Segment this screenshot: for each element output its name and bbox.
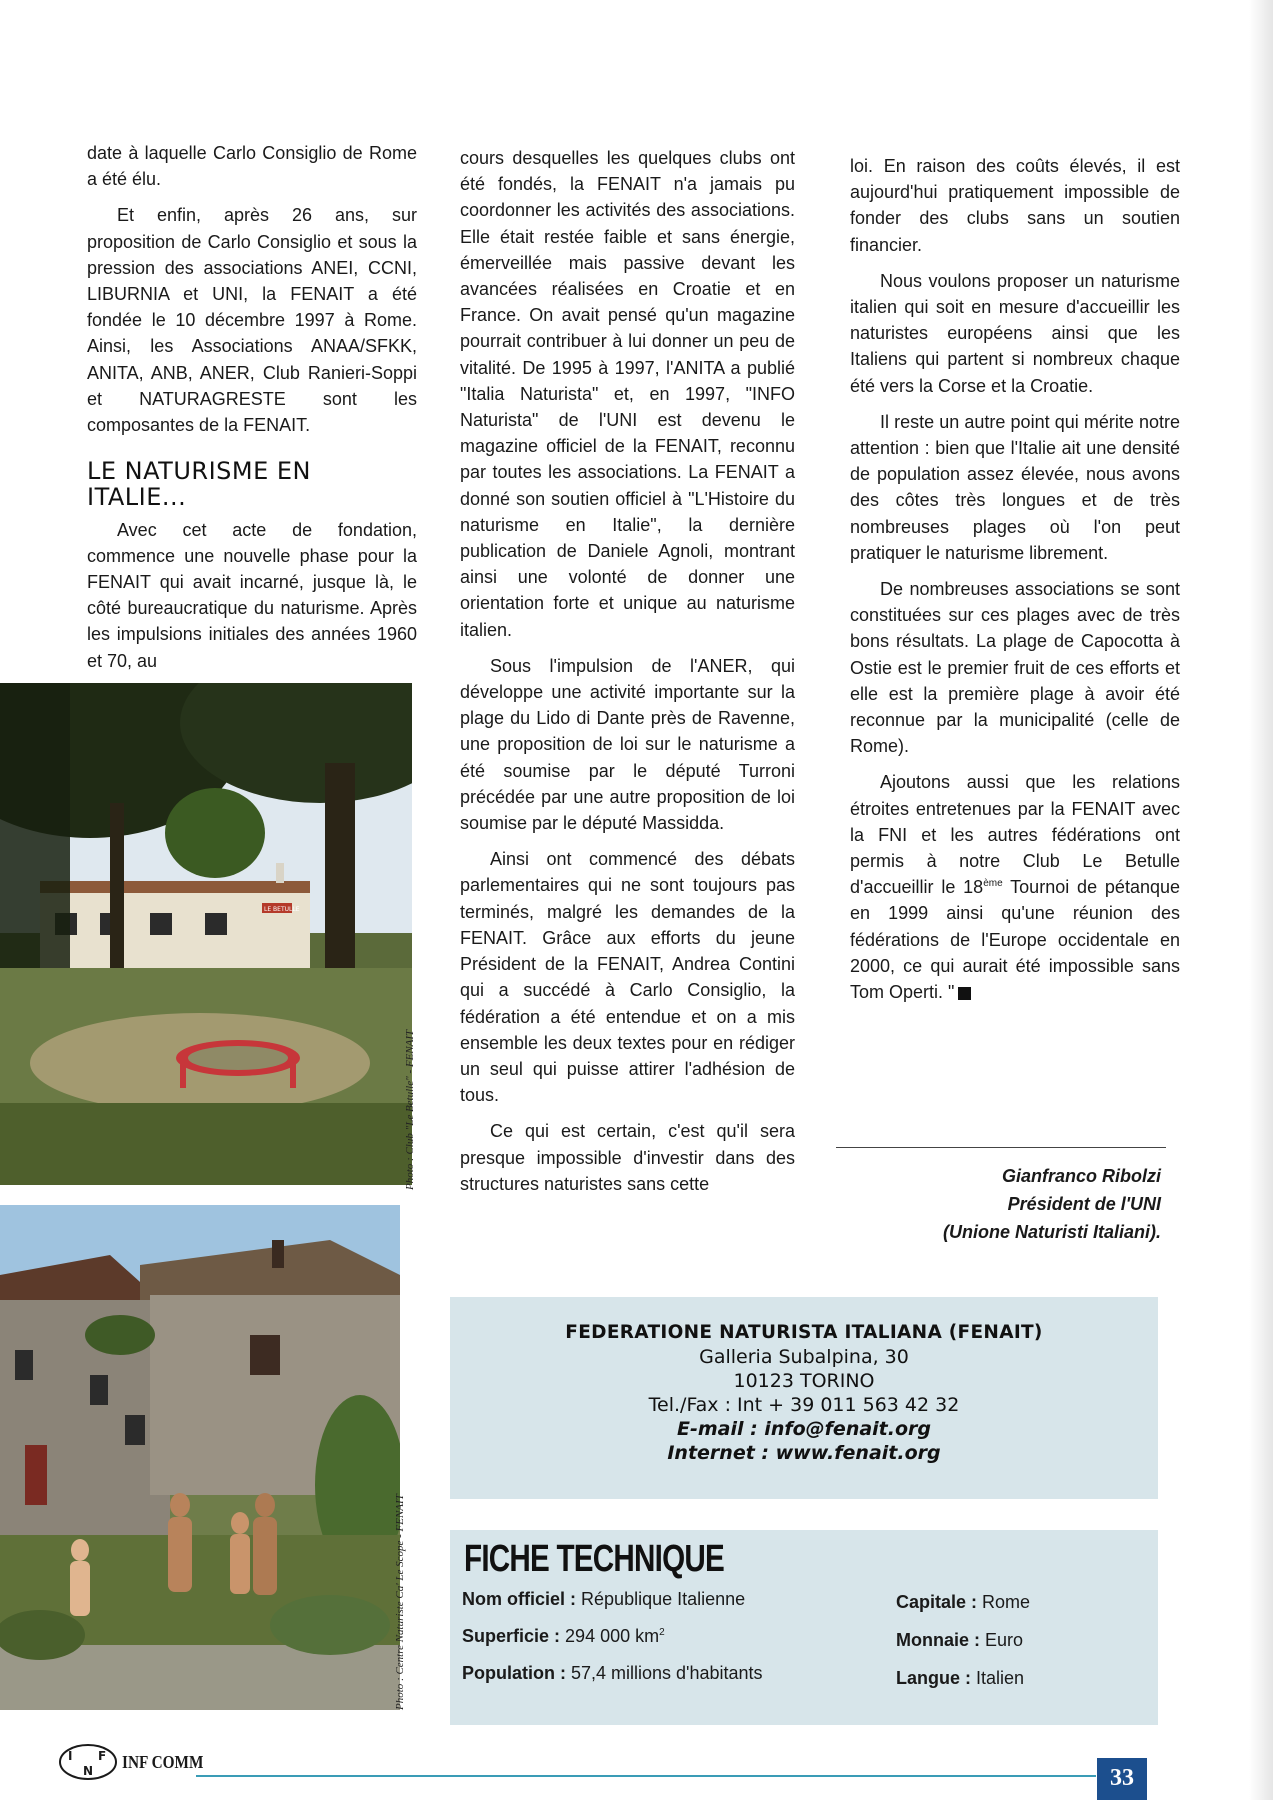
logo-letter: F — [98, 1749, 107, 1763]
club-sign: LE BETULLE — [264, 906, 300, 913]
article-column-3 — [850, 153, 1180, 1015]
paragraph: Il reste un autre point qui mérite notre attention : bien que l'Italie ait une densité de population assez élevée, nous avons des côtes très longues et de très nombreuses plages où l'on peut pratiquer le naturisme librement. — [850, 411, 1180, 563]
paragraph: Avec cet acte de fondation, commence une nouvelle phase pour la FENAIT qui avait incarné, jusque là, le côté bureaucratique du naturisme. Après les impulsions initiales des années 1960 et 70, au — [87, 519, 417, 671]
contact-website[interactable]: Internet : www.fenait.org — [667, 1442, 941, 1464]
page-number: 33 — [1097, 1758, 1147, 1800]
logo-letter: I — [68, 1749, 73, 1763]
paragraph: Ce qui est certain, c'est qu'il sera presque impossible d'investir dans des structures naturistes sans cette — [460, 1121, 795, 1194]
fiche-value: République Italienne — [581, 1589, 746, 1609]
paragraph: Nous voulons proposer un naturisme italien qui soit en mesure d'accueillir les naturistes européens ainsi que les Italiens qui partent si nombreux chaque été vers la Corse et la Croatie. — [850, 270, 1180, 396]
paragraph: De nombreuses associations se sont constituées sur ces plages avec de très bons résultats. La plage de Capocotta à Ostie est le premier fruit de ces efforts et elle est la première plage à avoir été reconnue par la municipalité (celle de Rome). — [850, 579, 1180, 757]
fiche-population — [462, 1661, 763, 1685]
section-heading: LE NATURISME EN ITALIE... — [87, 457, 312, 512]
fiche-language — [896, 1666, 1024, 1690]
end-of-article-mark — [958, 987, 971, 1000]
paragraph: Ainsi ont commencé des débats parlementaires qui ne sont toujours pas terminés, malgré les demandes de la FENAIT. Grâce aux efforts du jeune Président de la FENAIT, Andrea Contini qui a succédé à Carlo Consiglio, la fédération a été entendue et on a mis ensemble les deux textes pour en rédiger un seul qui puisse attirer l'adhésion de tous. — [460, 849, 795, 1106]
contact-organization: FEDERATIONE NATURISTA ITALIANA (FENAIT) — [565, 1322, 1043, 1343]
signature-divider — [836, 1147, 1166, 1148]
fiche-label: Capitale : — [896, 1592, 978, 1612]
paragraph: date à laquelle Carlo Consiglio de Rome a été élu. — [87, 143, 417, 190]
fiche-label: Langue : — [896, 1668, 971, 1688]
footer-label: INF COMM — [122, 1752, 204, 1772]
contact-city: 10123 TORINO — [733, 1370, 875, 1392]
signature — [943, 1162, 1161, 1246]
fiche-title: FICHE TECHNIQUE — [464, 1538, 725, 1580]
article-column-1 — [87, 140, 417, 684]
author-organization: (Unione Naturisti Italiani). — [942, 1222, 1161, 1242]
author-name: Gianfranco Ribolzi — [1001, 1166, 1161, 1186]
fiche-official-name — [462, 1587, 745, 1611]
ordinal-suffix: ème — [983, 878, 1003, 890]
fiche-unit-exponent: 2 — [659, 1627, 665, 1638]
paragraph: loi. En raison des coûts élevés, il est aujourd'hui pratiquement impossible de fonder des clubs sans un soutien financier. — [850, 156, 1180, 255]
fiche-value: Euro — [985, 1630, 1024, 1650]
fiche-label: Superficie : — [462, 1626, 561, 1646]
paragraph-text: Tournoi de pétanque en 1999 ainsi qu'une réunion des fédérations de l'Europe occidentale en 2000, ce qui aurait été impossible sans Tom Operti. " — [850, 877, 1180, 1003]
contact-email[interactable]: E-mail : info@fenait.org — [676, 1418, 932, 1440]
photo-credit: Photo : Centre Naturiste Ca' Le Scope - FENAIT — [394, 1494, 406, 1710]
fiche-label: Nom officiel : — [462, 1589, 577, 1609]
paragraph: cours desquelles les quelques clubs ont été fondés, la FENAIT n'a jamais pu coordonner les activités des associations. Elle était restée faible et sans énergie, émerveillée mais passive devant les avancées réalisées en Croatie et en France. On avait pensé qu'un magazine pourrait contribuer à lui donner un peu de vitalité. De 1995 à 1997, l'ANITA a publié "Italia Naturista" et, en 1997, "INFO Naturista" de l'UNI est devenu le magazine officiel de la FENAIT, reconnu par toutes les associations. La FENAIT a donné son soutien officiel à "L'Histoire du naturisme en Italie", la dernière publication de Daniele Agnoli, montrant ainsi une volonté de donner une orientation forte et unique au naturisme italien. — [460, 148, 795, 640]
fiche-value: 57,4 millions d'habitants — [571, 1663, 763, 1683]
paragraph-text: Ajoutons aussi que les relations étroites entretenues par la FENAIT avec la FNI et les autres fédérations ont permis à notre Club Le Betulle d'accueillir le 18 — [850, 772, 1180, 898]
club-building-illustration — [0, 683, 412, 1185]
logo-letter: N — [83, 1764, 94, 1778]
paragraph: Sous l'impulsion de l'ANER, qui développe une activité importante sur la plage du Lido di Dante près de Ravenne, une proposition de loi sur le naturisme a été soumise par le député Turroni précédée par une autre proposition de loi soumise par le député Massidda. — [460, 655, 795, 834]
inf-logo-icon — [58, 1742, 118, 1787]
author-role: Président de l'UNI — [1007, 1194, 1161, 1214]
contact-box — [450, 1297, 1158, 1499]
naturist-centre-photo — [0, 1205, 400, 1710]
club-building-photo — [0, 683, 412, 1185]
paragraph — [850, 769, 1180, 1005]
fiche-technique-box — [450, 1530, 1158, 1725]
footer-rule — [196, 1775, 1096, 1777]
contact-phone: Tel./Fax : Int + 39 011 563 42 32 — [648, 1394, 960, 1416]
fiche-label: Monnaie : — [896, 1630, 980, 1650]
naturist-centre-illustration — [0, 1205, 400, 1710]
article-column-2 — [460, 145, 795, 1207]
fiche-value: Italien — [976, 1668, 1025, 1688]
fiche-capital — [896, 1590, 1030, 1614]
contact-address: Galleria Subalpina, 30 — [699, 1346, 909, 1368]
fiche-value: 294 000 km — [565, 1626, 660, 1646]
fiche-area — [462, 1624, 665, 1648]
fiche-label: Population : — [462, 1663, 566, 1683]
fiche-value: Rome — [982, 1592, 1031, 1612]
paragraph: Et enfin, après 26 ans, sur proposition de Carlo Consiglio et sous la pression des associations ANEI, CCNI, LIBURNIA et UNI, la FENAIT a été fondée le 10 décembre 1997 à Rome. Ainsi, les Associations ANAA/SFKK, ANITA, ANB, ANER, Club Ranieri-Soppi et NATURAGRESTE sont les composantes de la FENAIT. — [87, 205, 417, 436]
fiche-currency — [896, 1628, 1023, 1652]
photo-credit: Photo : Club "Le Betulle" - FENAIT — [404, 1029, 416, 1190]
